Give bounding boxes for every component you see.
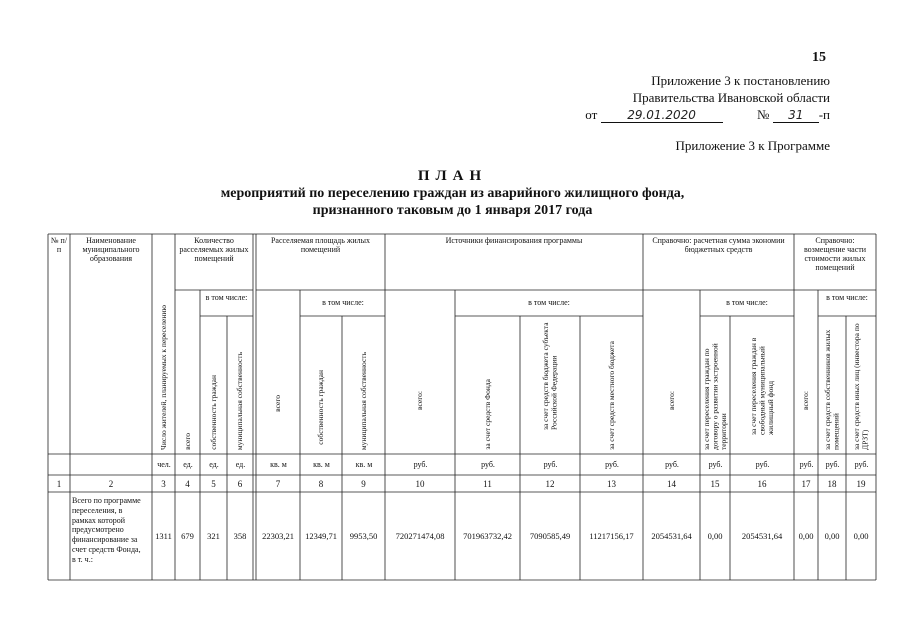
table-cell: 720271474,08 — [395, 531, 445, 541]
table-cell: 321 — [207, 531, 220, 541]
column-number: 1 — [56, 479, 62, 489]
column-number: 3 — [161, 479, 166, 489]
unit-cell: кв. м — [355, 460, 373, 469]
header-area: Расселяемая площадь жилых помещений — [270, 236, 371, 254]
unit-cell: руб. — [799, 460, 814, 469]
table-cell: 9953,50 — [349, 531, 378, 541]
column-number: 17 — [801, 479, 811, 489]
header-municipality: Наименование муниципального образования — [82, 236, 140, 263]
unit-cell: руб. — [708, 460, 723, 469]
unit-cell: чел. — [157, 460, 171, 469]
unit-cell: руб. — [854, 460, 869, 469]
header-financing-local: за счет средств местного бюджета — [606, 341, 616, 450]
table-cell: 679 — [181, 531, 194, 541]
column-number: 12 — [545, 479, 555, 489]
unit-cell: руб. — [543, 460, 558, 469]
column-number: 16 — [757, 479, 767, 489]
unit-cell: руб. — [755, 460, 770, 469]
column-number: 4 — [185, 479, 190, 489]
table-cell: 11217156,17 — [589, 531, 634, 541]
date-prefix: от — [585, 107, 598, 122]
table-cell: 1311 — [155, 531, 172, 541]
annex-program: Приложение 3 к Программе — [675, 138, 830, 153]
column-number: 8 — [318, 479, 324, 489]
annex-line-2: Правительства Ивановской области — [632, 90, 830, 105]
column-number: 18 — [827, 479, 837, 489]
unit-cell: кв. м — [270, 460, 287, 469]
header-reimb-others: за счет средств иных лиц (инвестора по ДРЗТ) — [852, 323, 870, 450]
document-subtitle-1: мероприятий по переселению граждан из аварийного жилищного фонда, — [220, 186, 685, 201]
header-economy-total: всего: — [666, 391, 676, 410]
table-cell: 701963732,42 — [463, 531, 512, 541]
header-economy-free-fund: за счет переселения граждан в свободный муниципальный жилищный фонд — [748, 337, 775, 435]
header-premises-citizens: собственность граждан — [208, 375, 218, 450]
header-financing-fund: за счет средств Фонда — [482, 379, 492, 450]
unit-cell: кв. м — [313, 460, 330, 469]
unit-cell: ед. — [235, 460, 246, 469]
header-incl-financing: в том числе: — [528, 298, 570, 307]
annex-line-1: Приложение 3 к постановлению — [651, 73, 830, 88]
table-cell: 0,00 — [824, 531, 840, 541]
table-cell: 12349,71 — [305, 531, 337, 541]
number-suffix: -п — [818, 107, 830, 122]
unit-cell: ед. — [209, 460, 219, 469]
header-area-total: всего — [273, 395, 283, 412]
header-num: № п/п — [50, 236, 68, 254]
unit-cell: руб. — [481, 460, 495, 469]
column-number: 7 — [275, 479, 281, 489]
unit-cell: руб. — [413, 460, 428, 469]
page-number: 15 — [812, 50, 826, 65]
unit-cell: руб. — [825, 460, 840, 469]
table-cell: 2054531,64 — [651, 531, 692, 541]
table-cell: 22303,21 — [262, 531, 294, 541]
handwritten-date: 29.01.2020 — [601, 108, 723, 123]
header-financing-total: всего: — [415, 391, 425, 410]
column-number: 5 — [211, 479, 216, 489]
header-reimb-total: всего: — [801, 391, 811, 410]
header-economy: Справочно: расчетная сумма экономии бюджетных средств — [652, 236, 785, 254]
column-number: 2 — [108, 479, 114, 489]
header-incl-area: в том числе: — [322, 298, 364, 307]
column-number: 19 — [856, 479, 866, 489]
document-subtitle-2: признанного таковым до 1 января 2017 года — [312, 203, 593, 218]
unit-cell: ед. — [183, 460, 193, 469]
header-incl-premises: в том числе: — [205, 293, 248, 302]
header-premises-count: Количество расселяемых жилых помещений — [179, 236, 249, 263]
header-reimb-owners: за счет средств собственников жилых помещений — [823, 329, 841, 450]
header-incl-reimbursement: в том числе: — [826, 293, 868, 302]
header-reimbursement: Справочно: возмещение части стоимости жилых помещений — [803, 236, 867, 272]
header-incl-economy: в том числе: — [726, 298, 768, 307]
header-area-citizens: собственность граждан — [316, 370, 326, 445]
table-cell: 0,00 — [853, 531, 869, 541]
column-number: 11 — [483, 479, 492, 489]
header-economy-development: за счет переселения граждан по договору о развитии застроенной территории — [701, 343, 728, 450]
handwritten-number: 31 — [773, 108, 819, 123]
column-number: 15 — [710, 479, 720, 489]
header-financing-subject: за счет средств бюджета субъекта Российской Федерации — [541, 322, 559, 430]
document-title: ПЛАН — [417, 168, 488, 184]
header-area-municipal: муниципальная собственность — [358, 351, 368, 450]
column-number: 10 — [415, 479, 425, 489]
table-cell: 358 — [233, 531, 247, 541]
number-prefix: № — [757, 107, 770, 122]
header-residents: Число жителей, планируемых к переселению — [158, 305, 168, 450]
unit-cell: руб. — [605, 460, 619, 469]
unit-cell: руб. — [665, 460, 679, 469]
table-cell: 7090585,49 — [529, 531, 571, 541]
table-cell: 2054531,64 — [741, 531, 783, 541]
column-number: 14 — [667, 479, 676, 489]
header-premises-total: всего — [182, 433, 192, 450]
total-row-description: Всего по программе переселения, в рамках которой предусмотрено финансирование за счет средств Фонда, в т. ч.: — [72, 496, 141, 564]
column-number: 6 — [237, 479, 243, 489]
table-cell: 0,00 — [798, 531, 814, 541]
column-number: 9 — [361, 479, 366, 489]
header-financing: Источники финансирования программы — [445, 236, 583, 245]
column-number: 13 — [607, 479, 616, 489]
header-premises-municipal: муниципальная собственность — [235, 351, 245, 450]
table-cell: 0,00 — [707, 531, 723, 541]
